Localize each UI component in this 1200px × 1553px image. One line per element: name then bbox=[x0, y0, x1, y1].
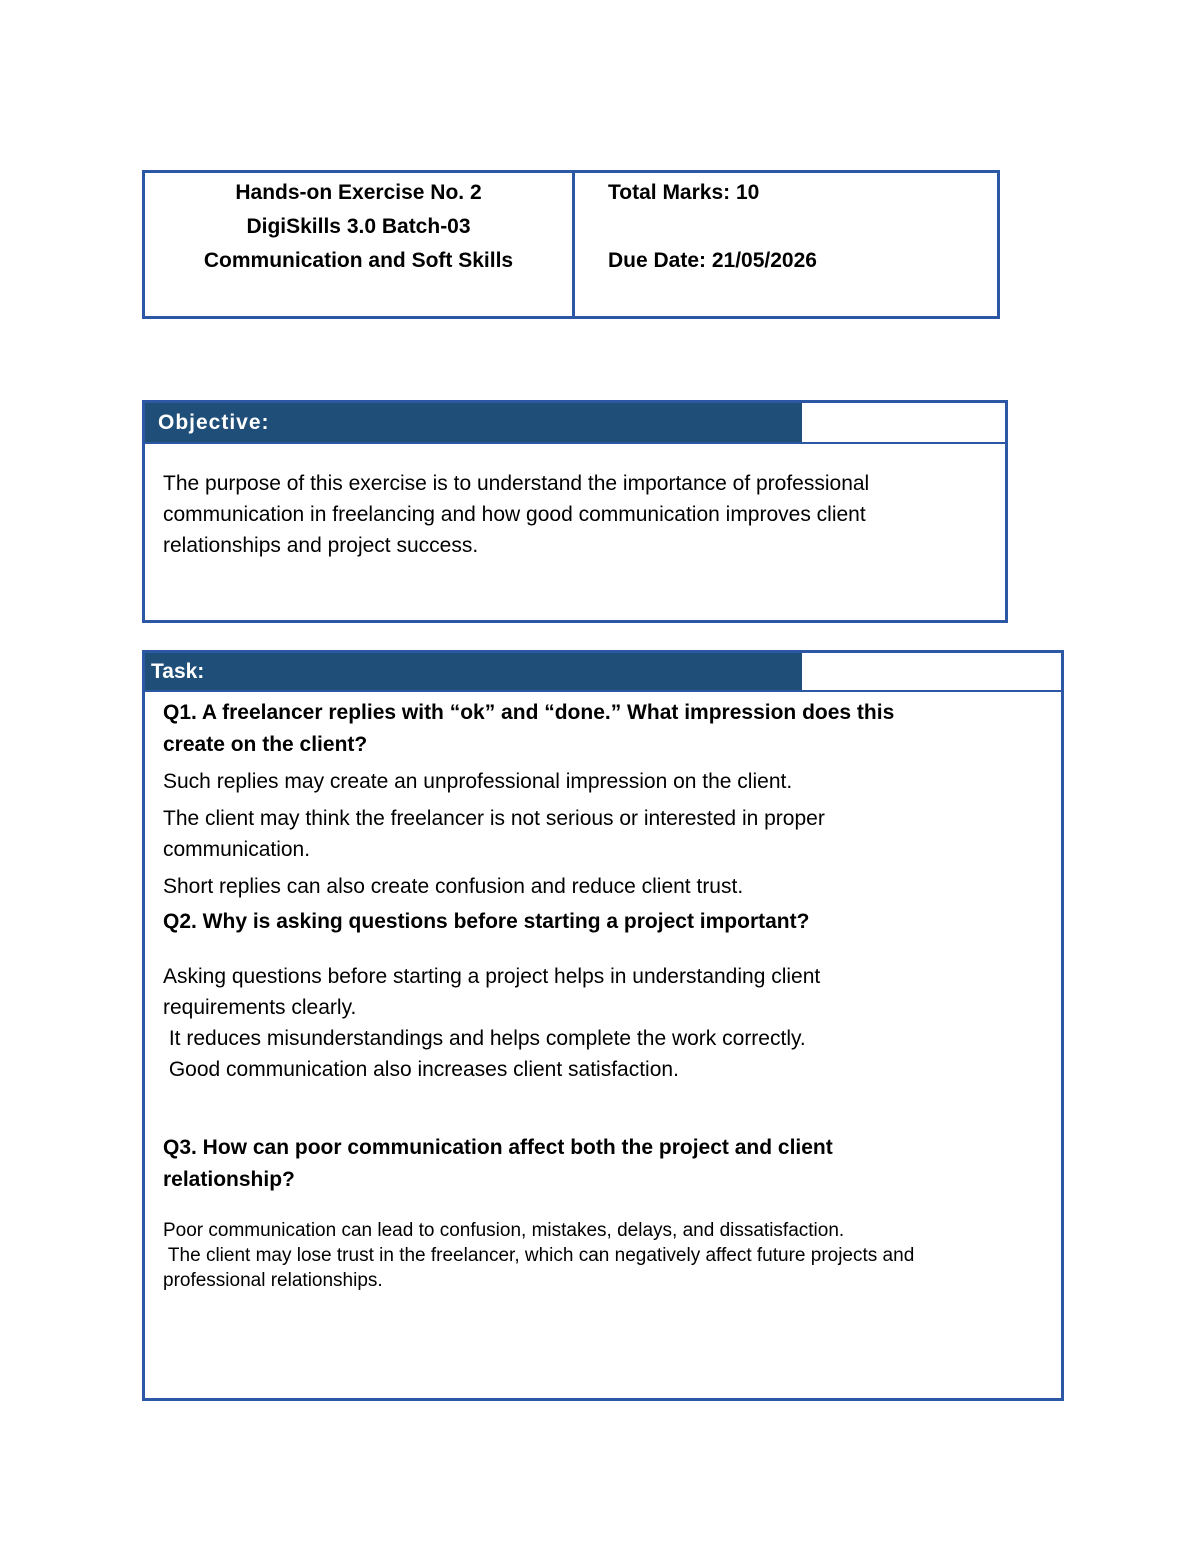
objective-header-line bbox=[145, 442, 1005, 444]
task-content bbox=[163, 697, 1043, 1293]
answer-3-line: professional relationships. bbox=[163, 1270, 383, 1291]
objective-header-bar bbox=[145, 403, 802, 442]
spacer bbox=[608, 210, 817, 244]
marks-info bbox=[608, 173, 817, 278]
total-marks: Total Marks: 10 bbox=[608, 181, 760, 204]
exercise-title: Hands-on Exercise No. 2 bbox=[235, 181, 482, 204]
answer-1-line: communication. bbox=[163, 838, 311, 861]
answer-2-line: requirements clearly. bbox=[163, 996, 357, 1019]
due-date: Due Date: 21/05/2026 bbox=[608, 249, 817, 272]
objective-text bbox=[163, 468, 993, 561]
objective-line: The purpose of this exercise is to understand the importance of professional bbox=[163, 472, 870, 495]
header-divider bbox=[572, 173, 575, 316]
answer-1-line: The client may think the freelancer is not serious or interested in proper bbox=[163, 807, 825, 830]
task-header-bar bbox=[145, 653, 802, 690]
question-3-line: relationship? bbox=[163, 1168, 295, 1191]
question-3-line: Q3. How can poor communication affect both the project and client bbox=[163, 1136, 833, 1159]
batch-name: DigiSkills 3.0 Batch-03 bbox=[246, 215, 471, 238]
objective-section bbox=[142, 400, 1008, 623]
question-1-line: Q1. A freelancer replies with “ok” and “done.” What impression does this bbox=[163, 701, 895, 724]
question-1-line: create on the client? bbox=[163, 733, 368, 756]
header-table bbox=[142, 170, 1000, 319]
answer-2-line: Asking questions before starting a project helps in understanding client bbox=[163, 965, 821, 988]
answer-2-line: It reduces misunderstandings and helps complete the work correctly. bbox=[163, 1027, 806, 1050]
task-label: Task: bbox=[151, 660, 205, 683]
answer-1-line: Short replies can also create confusion and reduce client trust. bbox=[163, 875, 744, 898]
objective-line: communication in freelancing and how good communication improves client bbox=[163, 503, 866, 526]
answer-3-line: Poor communication can lead to confusion, mistakes, delays, and dissatisfaction. bbox=[163, 1220, 845, 1241]
task-section bbox=[142, 650, 1064, 1401]
question-2: Q2. Why is asking questions before starting a project important? bbox=[163, 910, 810, 933]
exercise-info bbox=[145, 173, 572, 319]
task-header-line bbox=[145, 690, 1061, 692]
answer-1-line: Such replies may create an unprofessional impression on the client. bbox=[163, 770, 793, 793]
answer-2-line: Good communication also increases client satisfaction. bbox=[163, 1058, 679, 1081]
answer-3-line: The client may lose trust in the freelancer, which can negatively affect future projects and bbox=[163, 1245, 915, 1266]
objective-label: Objective: bbox=[158, 411, 270, 434]
objective-line: relationships and project success. bbox=[163, 534, 479, 557]
course-name: Communication and Soft Skills bbox=[203, 249, 514, 272]
